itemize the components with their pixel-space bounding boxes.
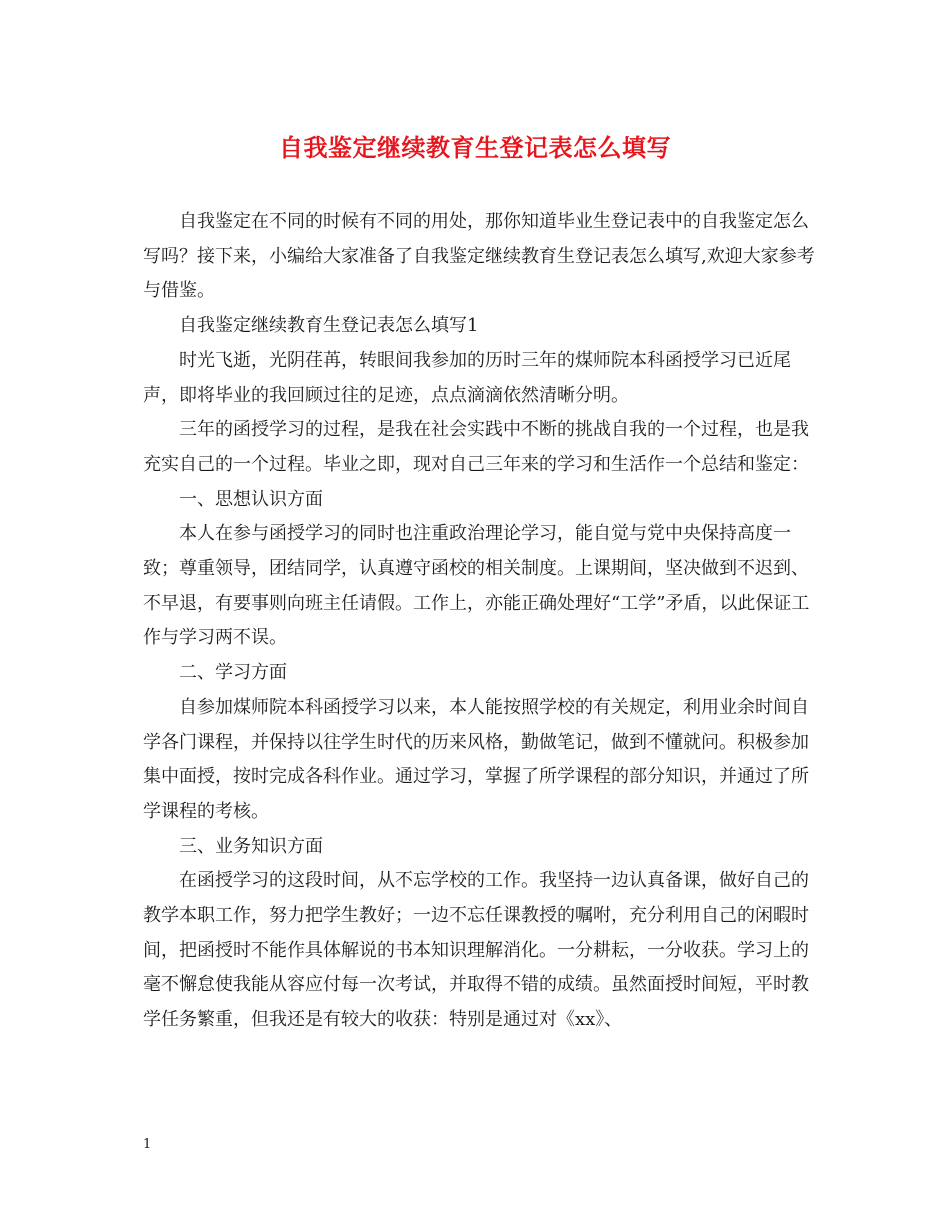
document-body (143, 205, 823, 1038)
body-paragraph: 在函授学习的这段时间，从不忘学校的工作。我坚持一边认真备课，做好自己的教学本职工作，努力把学生教好；一边不忘任课教授的嘱咐，充分利用自己的闲暇时间，把函授时不能作具体解说的书本知识理解消化。一分耕耘，一分收获。学习上的毫不懈怠使我能从容应付每一次考试，并取得不错的成绩。虽然面授时间短，平时教学任务繁重，但我还是有较大的收获：特别是通过对《xx》、 (143, 870, 809, 1031)
document-title: 自我鉴定继续教育生登记表怎么填写 (279, 133, 671, 162)
section-heading-study: 二、学习方面 (179, 662, 287, 684)
section-heading-professional-knowledge: 三、业务知识方面 (179, 835, 323, 857)
body-paragraph: 时光飞逝，光阴荏苒，转眼间我参加的历时三年的煤师院本科函授学习已近尾声，即将毕业的我回顾过往的足迹，点点滴滴依然清晰分明。 (143, 349, 791, 406)
section-heading-ideology: 一、思想认识方面 (179, 488, 323, 510)
body-paragraph: 自参加煤师院本科函授学习以来，本人能按照学校的有关规定，利用业余时间自学各门课程，并保持以往学生时代的历来风格，勤做笔记，做到不懂就问。积极参加集中面授，按时完成各科作业。通过学习，掌握了所学课程的部分知识，并通过了所学课程的考核。 (143, 696, 809, 822)
page-number: 1 (143, 1137, 152, 1152)
section-heading-article-1: 自我鉴定继续教育生登记表怎么填写1 (179, 315, 479, 337)
body-paragraph: 三年的函授学习的过程，是我在社会实践中不断的挑战自我的一个过程，也是我充实自己的一个过程。毕业之即，现对自己三年来的学习和生活作一个总结和鉴定： (143, 419, 809, 475)
body-paragraph: 本人在参与函授学习的同时也注重政治理论学习，能自觉与党中央保持高度一致；尊重领导，团结同学，认真遵守函校的相关制度。上课期间，坚决做到不迟到、不早退，有要事则向班主任请假。工作上，亦能正确处理好“工学”矛盾，以此保证工作与学习两不误。 (143, 523, 810, 649)
intro-paragraph: 自我鉴定在不同的时候有不同的用处，那你知道毕业生登记表中的自我鉴定怎么写吗？接下来，小编给大家准备了自我鉴定继续教育生登记表怎么填写,欢迎大家参考与借鉴。 (143, 211, 815, 302)
